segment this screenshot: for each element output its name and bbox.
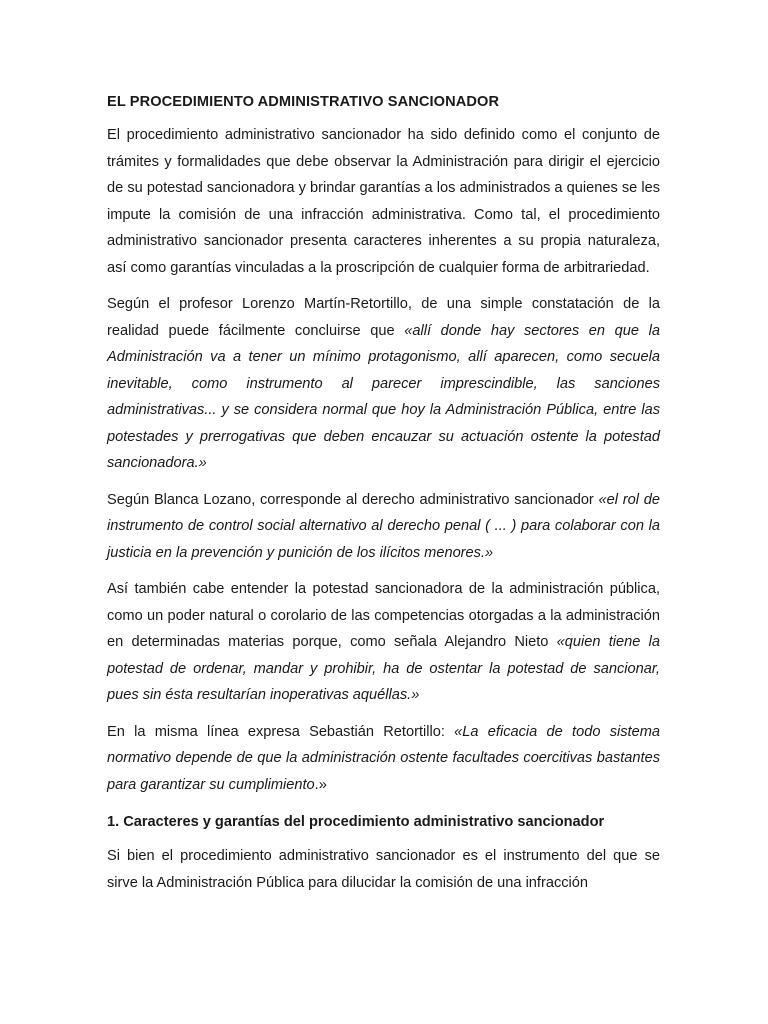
paragraph-martin-retortillo bbox=[107, 291, 660, 477]
paragraph-text: Según el profesor Lorenzo Martín-Retortillo, de una simple constatación de la realidad puede fácilmente concluirse que bbox=[107, 296, 660, 339]
quote-text: «el rol de instrumento de control social alternativo al derecho penal ( ... ) para colaborar con la justicia en la prevención y punición de los ilícitos menores.» bbox=[107, 491, 660, 561]
section-heading: 1. Caracteres y garantías del procedimiento administrativo sancionador bbox=[107, 814, 605, 830]
paragraph-text: En la misma línea expresa Sebastián Retortillo: bbox=[107, 723, 455, 740]
paragraph-definition: El procedimiento administrativo sancionador ha sido definido como el conjunto de trámites y formalidades que debe observar la Administración para dirigir el ejercicio de su potestad sancionadora y brindar garantías a los administrados a quienes se les impute la comisión de una infracción administrativa. Como tal, el procedimiento administrativo sancionador presenta caracteres inherentes a su propia naturaleza, así como garantías vinculadas a la proscripción de cualquier forma de arbitrariedad. bbox=[107, 127, 660, 276]
paragraph-text: Así también cabe entender la potestad sancionadora de la administración pública, como un poder natural o corolario de las competencias otorgadas a la administración en determinadas materias porque, como señala Alejandro Nieto bbox=[107, 581, 660, 650]
paragraph-blanca-lozano bbox=[107, 487, 660, 567]
quote-text: «quien tiene la potestad de ordenar, mandar y prohibir, ha de ostentar la potestad de sancionar, pues sin ésta resultarían inoperativas aquéllas.» bbox=[107, 634, 660, 703]
paragraph-text: Según Blanca Lozano, corresponde al derecho administrativo sancionador bbox=[107, 491, 599, 508]
paragraph-alejandro-nieto bbox=[107, 576, 660, 709]
document-title: EL PROCEDIMIENTO ADMINISTRATIVO SANCIONADOR bbox=[107, 94, 500, 110]
quote-text: «La eficacia de todo sistema normativo depende de que la administración ostente facultades coercitivas bastantes para garantizar su cumplimiento bbox=[107, 723, 660, 793]
quote-text: «allí donde hay sectores en que la Administración va a tener un mínimo protagonismo, allí aparecen, como secuela inevitable, como instrumento al parecer imprescindible, las sanciones administrativas... y se considera normal que hoy la Administración Pública, entre las potestades y prerrogativas que deben encauzar su actuación ostente la potestad sancionadora.» bbox=[107, 322, 660, 471]
paragraph-sebastian-retortillo bbox=[107, 719, 660, 799]
quote-end: .» bbox=[314, 776, 327, 793]
paragraph-section-intro: Si bien el procedimiento administrativo sancionador es el instrumento del que se sirve la Administración Pública para dilucidar la comisión de una infracción bbox=[107, 848, 660, 891]
